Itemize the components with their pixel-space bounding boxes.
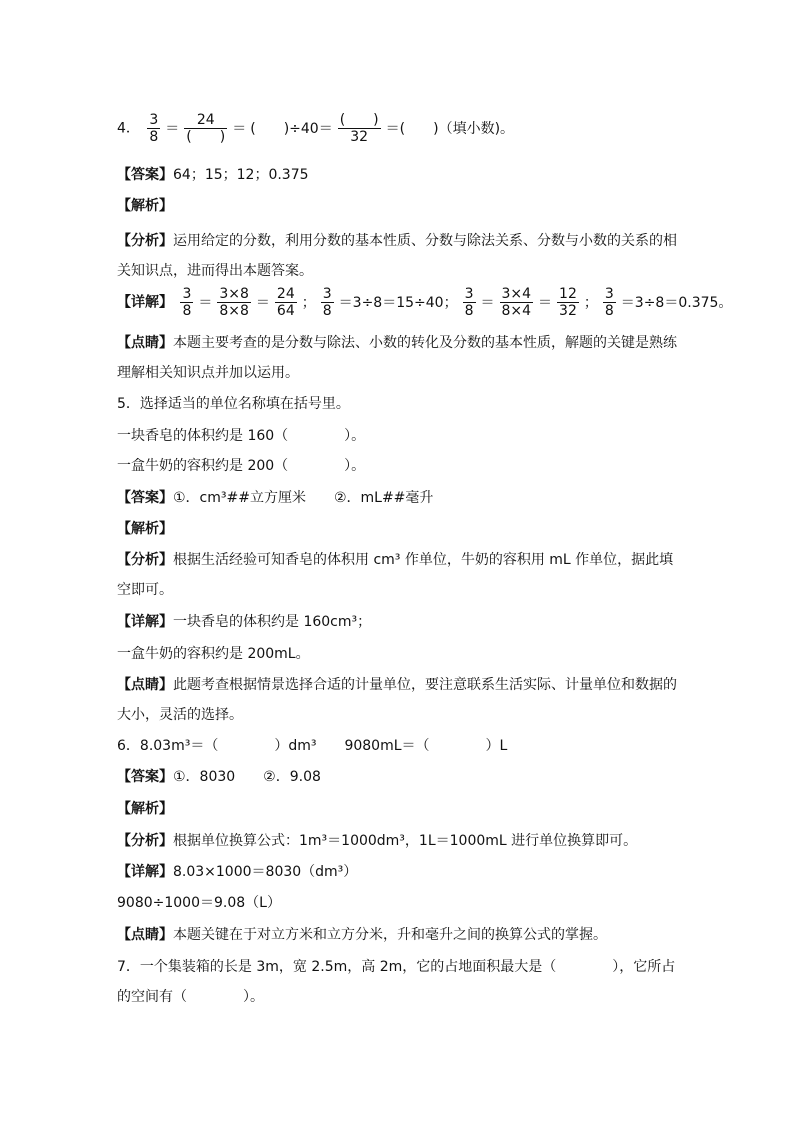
denominator: 8 (464, 303, 474, 319)
q6-dianjing (117, 925, 607, 945)
xiangjie-rest-2: ＝3÷8＝15÷40； (338, 294, 458, 311)
q5-xiangjie (117, 612, 371, 632)
fenxi-text: 运用给定的分数，利用分数的基本性质、分数与除法关系、分数与小数的关系的相关知识点，进而得出本题答案。 (117, 233, 677, 279)
q5-answer (117, 488, 433, 508)
q6-answer (117, 767, 321, 787)
q7-text: 7．一个集装箱的长是 3m，宽 2.5m，高 2m，它的占地面积最大是（ ），它所占的空间有（ ）。 (117, 959, 676, 1005)
numerator: 3×4 (501, 286, 532, 302)
separator: ； (583, 294, 598, 311)
equals: ＝ (255, 294, 270, 311)
numerator: ( ) (339, 112, 379, 128)
q6-analysis-label: 【解析】 (117, 801, 173, 817)
dianjing-label: 【点睛】 (117, 927, 173, 943)
denominator: 8 (182, 303, 192, 319)
equals: ＝ (232, 120, 247, 137)
q4-dianjing (117, 328, 677, 388)
xiangjie-label: 【详解】 (117, 614, 173, 630)
denominator: 64 (276, 303, 295, 319)
denominator: 8×4 (501, 303, 532, 319)
fenxi-text: 根据生活经验可知香皂的体积用 cm³ 作单位，牛奶的容积用 mL 作单位，据此填空即可。 (117, 552, 674, 598)
q5-fenxi (117, 545, 677, 605)
fraction (463, 286, 476, 319)
fraction (500, 286, 534, 319)
q5-line-2: 一盒牛奶的容积约是 200（ ）。 (117, 458, 366, 474)
numerator: 3 (149, 112, 159, 128)
xiangjie-text: 一块香皂的体积约是 160cm³； (173, 614, 372, 630)
q4-fraction-1 (147, 112, 160, 145)
fenxi-label: 【分析】 (117, 233, 173, 249)
answer-text: 64；15；12；0.375 (173, 167, 309, 183)
q5-line-1: 一块香皂的体积约是 160（ ）。 (117, 428, 366, 444)
q4-analysis-label: 【解析】 (117, 198, 173, 214)
fraction (557, 286, 579, 319)
numerator: 24 (276, 286, 295, 302)
fraction (275, 286, 297, 319)
q5-xiangjie-2: 一盒牛奶的容积约是 200mL。 (117, 646, 310, 662)
denominator: 8 (604, 303, 614, 319)
q6-xiangjie (117, 862, 357, 882)
xiangjie-label: 【详解】 (117, 864, 173, 880)
answer-text: ①．8030 ②．9.08 (173, 769, 321, 785)
q4-xiangjie (117, 286, 734, 319)
q4-text-1: ( )÷40＝ (250, 120, 333, 137)
fenxi-label: 【分析】 (117, 552, 173, 568)
q6-title: 6．8.03m³＝（ ）dm³ 9080mL＝（ ）L (117, 738, 508, 754)
q4-number: 4． (117, 120, 140, 137)
numerator: 3 (464, 286, 474, 302)
equals: ＝ (198, 294, 213, 311)
q6-xiangjie-2: 9080÷1000＝9.08（L） (117, 895, 281, 911)
numerator: 24 (184, 112, 227, 129)
equals: ＝ (165, 120, 180, 137)
q5-title: 5．选择适当的单位名称填在括号里。 (117, 396, 350, 412)
equals: ＝ (480, 294, 495, 311)
dianjing-text: 此题考查根据情景选择合适的计量单位，要注意联系生活实际、计量单位和数据的大小，灵活的选择。 (117, 677, 677, 723)
numerator: 12 (559, 286, 577, 302)
numerator: 3 (322, 286, 332, 302)
q4-fenxi (117, 226, 677, 286)
numerator: 3 (182, 286, 192, 302)
q4-answer (117, 165, 309, 185)
dianjing-label: 【点睛】 (117, 677, 173, 693)
fraction (217, 286, 251, 319)
numerator: 3×8 (219, 286, 249, 302)
equals: ＝ (538, 294, 553, 311)
separator: ； (301, 294, 316, 311)
dianjing-text: 本题关键在于对立方米和立方分米，升和毫升之间的换算公式的掌握。 (173, 927, 607, 943)
denominator: ( ) (186, 129, 226, 145)
q4-fraction-3 (338, 112, 381, 145)
q6-fenxi (117, 831, 637, 851)
answer-label: 【答案】 (117, 490, 173, 506)
dianjing-label: 【点睛】 (117, 335, 173, 351)
fraction (180, 286, 193, 319)
denominator: 8×8 (219, 303, 249, 319)
fraction (603, 286, 616, 319)
answer-label: 【答案】 (117, 167, 173, 183)
q5-analysis-label: 【解析】 (117, 521, 173, 537)
dianjing-text: 本题主要考查的是分数与除法、小数的转化及分数的基本性质，解题的关键是熟练理解相关知识点并加以运用。 (117, 335, 677, 381)
q4-fraction-2 (184, 112, 227, 145)
q5-dianjing (117, 670, 677, 730)
denominator: 8 (149, 129, 159, 145)
denominator: 32 (350, 129, 369, 145)
xiangjie-text: 8.03×1000＝8030（dm³） (173, 864, 358, 880)
numerator: 3 (604, 286, 614, 302)
denominator: 32 (559, 303, 577, 319)
xiangjie-rest-4: ＝3÷8＝0.375。 (620, 294, 733, 311)
fenxi-label: 【分析】 (117, 833, 173, 849)
answer-label: 【答案】 (117, 769, 173, 785)
fenxi-text: 根据单位换算公式：1m³＝1000dm³，1L＝1000mL 进行单位换算即可。 (173, 833, 638, 849)
answer-text: ①．cm³##立方厘米 ②．mL##毫升 (173, 490, 434, 506)
fraction (321, 286, 334, 319)
xiangjie-label: 【详解】 (117, 294, 173, 311)
q4-text-2: ＝( )（填小数)。 (385, 120, 515, 137)
denominator: 8 (322, 303, 332, 319)
q4-line (117, 112, 516, 145)
